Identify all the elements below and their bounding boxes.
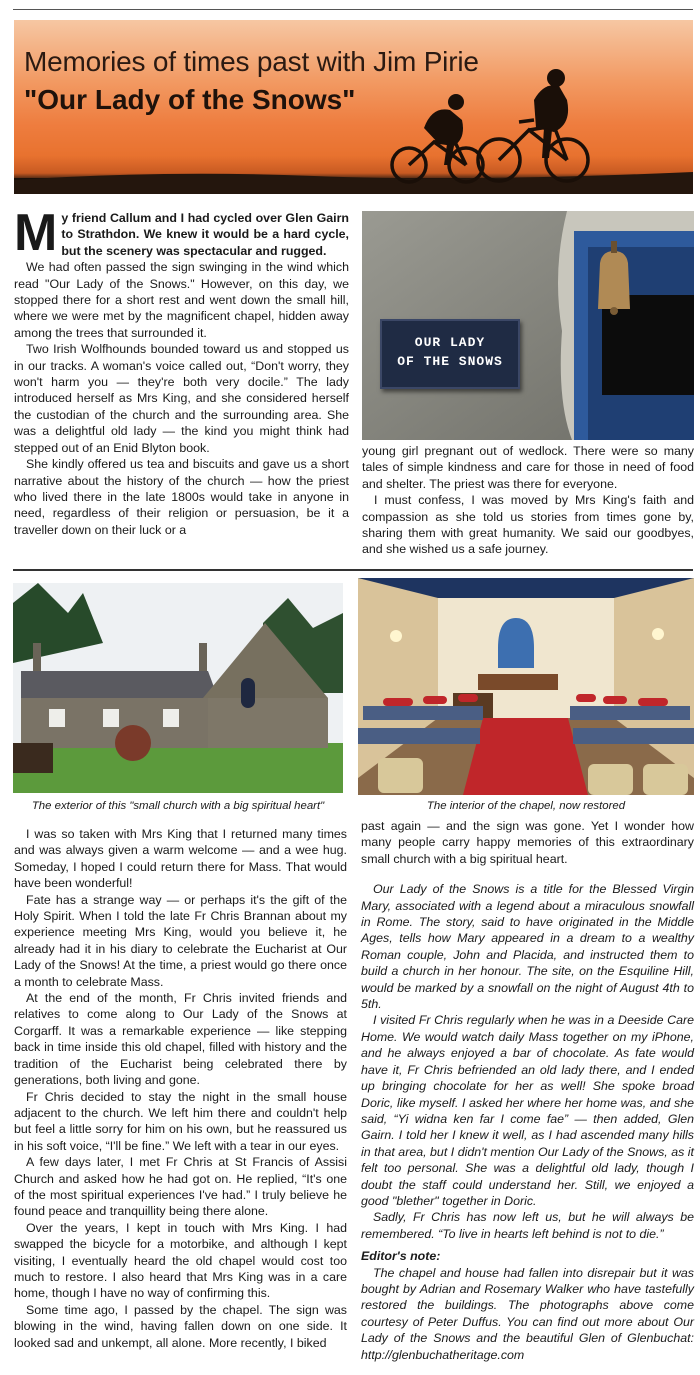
paragraph: I visited Fr Chris regularly when he was in a Deeside Care Home. We would watch daily Mass together on my iPhone, and he always enjoyed a bar of chocolate. As fate would have it, Fr Chris befriended an old lady there, and I ended up bringing chocolate for her as well! She spoke broad Doric, like myself. I asked her where her home was, and she said, “Yi widna ken far I come fae” — then added, Glen Gairn. I told her I knew it well, as I had ascended many hills in that area, but I didn't mention Our Lady of the Snows, as it felt too personal. She was a delightful old lady, though I doubt the staff could understand her. Still, we enjoyed a good "blether" together in Doric. (361, 1013, 694, 1208)
paragraph: Fate has a strange way — or perhaps it's the gift of the Holy Spirit. When I told the late Fr Chris Brannan about my experience meeting Mrs King, would you believe it, he already had it in his diary to celebrate the Eucharist at Our Lady of the Snows! At the time, a priest would go there once a month to celebrate Mass. (14, 892, 347, 989)
chapel-interior-photo (358, 578, 694, 795)
paragraph: Some time ago, I passed by the chapel. The sign was blowing in the wind, having fallen down on one side. It looked sad and unkempt, all alone. More recently, I biked (14, 1302, 347, 1350)
paragraph: At the end of the month, Fr Chris invited friends and relatives to come along to Our Lady of the Snows at Corgarff. It was a remarkable experience — like stepping back in time inside this old chapel, filled with history and the tradition of the Eucharist being celebrated there by generations, both living and gone. (14, 991, 347, 1088)
interior-caption: The interior of the chapel, now restored (426, 800, 626, 812)
sign-text-line2: OF THE SNOWS (397, 354, 503, 369)
section-rule (13, 569, 693, 571)
paragraph: I must confess, I was moved by Mrs King's faith and compassion as she told us stories from times gone by, sharing them with great humanity. We said our goodbyes, and she wished us a safe journey. (362, 493, 694, 557)
paragraph: She kindly offered us tea and biscuits and gave us a short narrative about the history of the church — how the priest who lived there in the late 1800s would take in anyone in need, regardless of their religion or persuasion, be it a traveller down on their luck or a (14, 457, 349, 537)
paragraph: past again — and the sign was gone. Yet I wonder how many people carry happy memories of this extraordinary small church with a big spiritual heart. (361, 819, 694, 866)
lower-left-column (14, 826, 347, 1351)
top-rule (13, 9, 693, 10)
italic-section (361, 881, 694, 1363)
editor-note: The chapel and house had fallen into disrepair but it was bought by Adrian and Rosemary Walker who have tastefully restored the buildings. The photographs above come courtesy of Peter Duffus. You can find out more about Our Lady of the Snows and the beautiful Glen of Glenbuchat: http://glenbuchatheritage.com (361, 1265, 694, 1362)
upper-right-column (362, 443, 694, 558)
paragraph: young girl pregnant out of wedlock. There were so many tales of simple kindness and care for those in need of food and shelter. The priest was there for everyone. (362, 444, 694, 491)
paragraph: Over the years, I kept in touch with Mrs King. I had swapped the bicycle for a motorbike, and although I kept visiting, I eventually heard the old chapel would cost too much to restore. I also heard that Mrs King was in a care home, though I have no way of confirming this. (14, 1220, 347, 1301)
lead-paragraph: y friend Callum and I had cycled over Glen Gairn to Strathdon. We knew it would be a hard cycle, but the scenery was spectacular and rugged. (61, 211, 349, 258)
paragraph: Sadly, Fr Chris has now left us, but he will always be remembered. “To live in hearts left behind is not to die.” (361, 1210, 694, 1241)
chapel-exterior-photo (13, 583, 343, 793)
paragraph: We had often passed the sign swinging in the wind which read "Our Lady of the Snows." However, on this day, we stopped there for a short rest and went down the small hill, where we were met by the magnificent chapel, hidden away among the trees that surrounded it. (14, 260, 349, 340)
lower-right-column (361, 818, 694, 1363)
sign-plate (380, 319, 520, 389)
paragraph: Two Irish Wolfhounds bounded toward us and stopped us in our tracks. A woman's voice called out, “Don't worry, they won't harm you — they're both very docile.” The lady introduced herself as Mrs King, and she considered herself the custodian of the church and the surrounding area. She was a delightful old lady — the kind you might think had stepped out of an Enid Blyton book. (14, 342, 349, 455)
article-title: Memories of times past with Jim Pirie (24, 46, 479, 77)
sign-text-line1: OUR LADY (414, 335, 486, 350)
paragraph: Fr Chris decided to stay the night in the small house adjacent to the church. We left him there and couldn't help but feel a little sorry for him on his own, but he reassured us in his soft voice, “I'll be fine.” We left with a tear in our eyes. (14, 1089, 347, 1153)
paragraph: A few days later, I met Fr Chris at St Francis of Assisi Church and asked how he had got on. He replied, “It's one of the most spiritual experiences I've had.” I truly believe he found peace and tranquillity being there alone. (14, 1155, 347, 1219)
article-subtitle: "Our Lady of the Snows" (24, 84, 356, 115)
drop-cap: M (14, 204, 58, 262)
paragraph: I was so taken with Mrs King that I returned many times and was always given a warm welcome — and a wee hug. Someday, I hoped I could return there for Mass. That would have been wonderful! (14, 827, 347, 891)
paragraph: Our Lady of the Snows is a title for the Blessed Virgin Mary, associated with a legend about a miraculous snowfall in Rome. The story, said to have originated in the Middle Ages, tells how Mary appeared in a dream to a wealthy Roman couple, John and Placida, and instructed them to build a church in her honour. The site, on the Esquiline Hill, would be marked by a snowfall on the night of August 4th to 5th. (361, 882, 694, 1012)
upper-left-column (14, 204, 349, 538)
exterior-caption: The exterior of this "small church with a big spiritual heart" (31, 800, 325, 812)
editor-note-title: Editor's note: (361, 1249, 441, 1264)
header-banner (14, 20, 693, 194)
chapel-sign-photo (362, 211, 694, 440)
